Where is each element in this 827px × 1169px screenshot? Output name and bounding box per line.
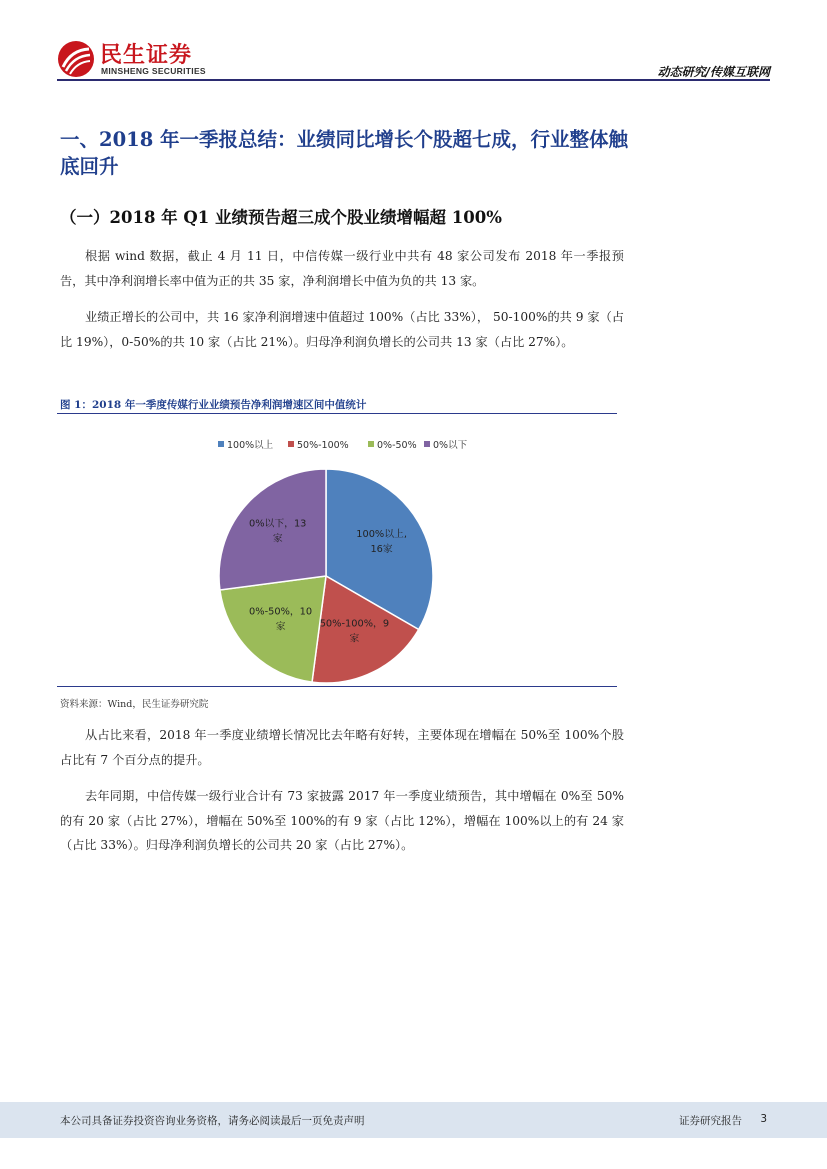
figure-top-rule: [57, 413, 617, 414]
legend-swatch-2: [368, 441, 374, 447]
paragraph-4: 去年同期，中信传媒一级行业合计有 73 家披露 2017 年一季度业绩预告，其中增幅在 0%至 50%的有 20 家（占比 27%），增幅在 50%至 100%的有 9 家（占比 12%），增幅在 100%以上的有 24 家（占比 33%）。归母净利润负增长的公司共 20 家（占比 27%）。: [60, 789, 624, 852]
legend-swatch-3: [424, 441, 430, 447]
figure-caption: 图 1：2018 年一季度传媒行业业绩预告净利润增速区间中值统计: [60, 399, 367, 411]
paragraph-2: 业绩正增长的公司中，共 16 家净利润增速中值超过 100%（占比 33%）， 50-100%的共 9 家（占比 19%），0-50%的共 10 家（占比 21%）。归母净利润负增长的公司共 13 家（占比 27%）。: [60, 310, 624, 349]
page-footer: [0, 1102, 827, 1138]
slice-label-3: 0%以下，13 家: [249, 518, 307, 545]
page-header: [0, 0, 827, 82]
footer-report-type: 证券研究报告: [679, 1115, 742, 1127]
pie-slice-2: [220, 576, 326, 682]
footer-disclaimer: 本公司具备证券投资咨询业务资格，请务必阅读最后一页免责声明: [60, 1115, 365, 1127]
header-divider: [57, 79, 770, 81]
figure-source: 资料来源：Wind，民生证券研究院: [60, 699, 209, 710]
minsheng-logo-icon: [57, 40, 95, 78]
page-number: 3: [760, 1113, 767, 1125]
legend-swatch-1: [288, 441, 294, 447]
logo-text-en: MINSHENG SECURITIES: [101, 66, 206, 76]
slice-label-1: 50%-100%，9 家: [319, 618, 390, 645]
section-heading: 一、2018 年一季报总结：业绩同比增长个股超七成，行业整体触底回升: [60, 128, 629, 178]
paragraph-3: 从占比来看，2018 年一季度业绩增长情况比去年略有好转，主要体现在增幅在 50%至 100%个股占比有 7 个百分点的提升。: [60, 728, 624, 767]
legend-label-1: 50%-100%: [297, 440, 349, 451]
pie-chart: [180, 428, 500, 684]
logo-text-cn: 民生证券: [100, 43, 193, 68]
report-section-label: 动态研究/传媒互联网: [657, 65, 770, 79]
legend-label-3: 0%以下: [433, 440, 468, 451]
paragraph-1: 根据 wind 数据，截止 4 月 11 日，中信传媒一级行业中共有 48 家公司发布 2018 年一季报预告，其中净利润增长率中值为正的共 35 家，净利润增长中值为负的共 13 家。: [60, 249, 624, 288]
legend-label-2: 0%-50%: [377, 440, 417, 451]
slice-label-0: 100%以上, 16家: [356, 528, 407, 555]
legend-label-0: 100%以上: [227, 440, 274, 451]
subsection-heading: （一）2018 年 Q1 业绩预告超三成个股业绩增幅超 100%: [60, 208, 502, 227]
slice-label-2: 0%-50%，10 家: [249, 606, 313, 633]
legend-swatch-0: [218, 441, 224, 447]
figure-bottom-rule: [57, 686, 617, 687]
